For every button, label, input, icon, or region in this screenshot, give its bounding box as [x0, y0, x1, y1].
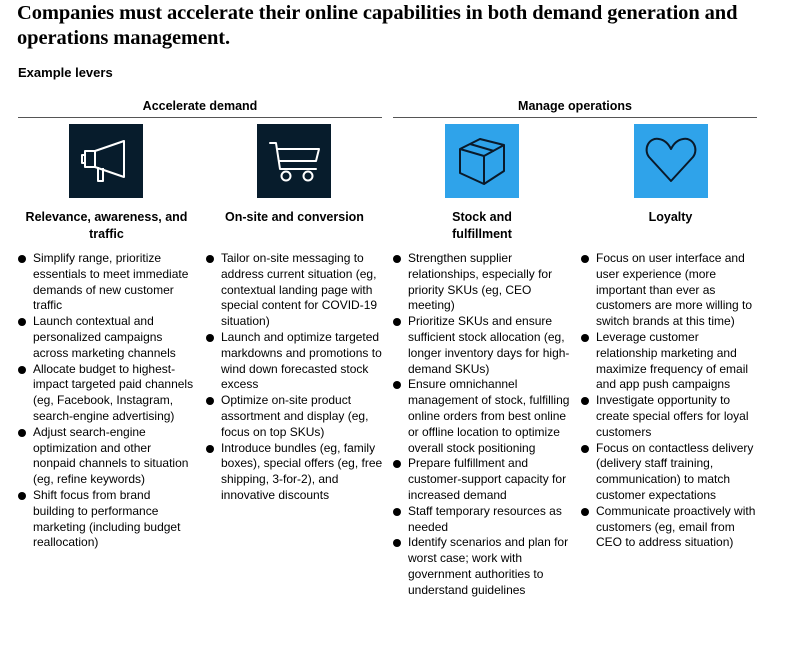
page-title: Companies must accelerate their online capabilities in both demand generation and operations management.: [17, 2, 738, 49]
list-item: Introduce bundles (eg, family boxes), special offers (eg, free shipping, 3-for-2), and innovative discounts: [206, 441, 383, 504]
column-title-stock: Stock and fulfillment: [452, 210, 512, 241]
list-item: Focus on user interface and user experience (more important than ever as customers are more willing to switch brands at this time): [581, 251, 761, 330]
group-header-accelerate-demand: Accelerate demand: [142, 99, 258, 113]
list-item: Adjust search-engine optimization and other nonpaid channels to situation (eg, refine keywords): [18, 425, 195, 488]
list-item: Focus on contactless delivery (delivery staff training, communication) to match customer expectations: [581, 441, 761, 504]
list-item: Shift focus from brand building to performance marketing (including budget reallocation): [18, 488, 195, 551]
column-title-on-site: On-site and conversion: [225, 210, 364, 224]
group-divider: [18, 117, 382, 118]
list-item: Optimize on-site product assortment and display (eg, focus on top SKUs): [206, 393, 383, 440]
list-item: Launch contextual and personalized campaigns across marketing channels: [18, 314, 195, 361]
box-icon: [452, 131, 512, 191]
list-item: Identify scenarios and plan for worst case; work with government authorities to understand guidelines: [393, 535, 573, 598]
megaphone-icon-tile: [69, 124, 143, 198]
group-divider: [393, 117, 757, 118]
heart-icon-tile: [634, 124, 708, 198]
list-item: Allocate budget to highest-impact targeted paid channels (eg, Facebook, Instagram, search-engine advertising): [18, 362, 195, 425]
column-title-loyalty: Loyalty: [648, 210, 693, 224]
bullet-list-stock: [393, 251, 573, 599]
megaphone-icon: [76, 131, 136, 191]
column-title-relevance: Relevance, awareness, and traffic: [25, 210, 188, 241]
list-item: Ensure omnichannel management of stock, fulfilling online orders from best online or offline location to optimize overall stock positioning: [393, 377, 573, 456]
shopping-cart-icon: [264, 131, 324, 191]
list-item: Leverage customer relationship marketing and maximize frequency of email and app push campaigns: [581, 330, 761, 393]
list-item: Strengthen supplier relationships, especially for priority SKUs (eg, CEO meeting): [393, 251, 573, 314]
section-subtitle: Example levers: [18, 65, 113, 80]
list-item: Staff temporary resources as needed: [393, 504, 573, 536]
group-header-manage-operations: Manage operations: [518, 99, 632, 113]
list-item: Prepare fulfillment and customer-support capacity for increased demand: [393, 456, 573, 503]
box-icon-tile: [445, 124, 519, 198]
bullet-list-relevance: [18, 251, 195, 551]
list-item: Tailor on-site messaging to address current situation (eg, contextual landing page with special content for COVID-19 situation): [206, 251, 383, 330]
list-item: Launch and optimize targeted markdowns and promotions to wind down forecasted stock excess: [206, 330, 383, 393]
list-item: Prioritize SKUs and ensure sufficient stock allocation (eg, longer inventory days for high-demand SKUs): [393, 314, 573, 377]
bullet-list-on-site: [206, 251, 383, 504]
shopping-cart-icon-tile: [257, 124, 331, 198]
list-item: Investigate opportunity to create special offers for loyal customers: [581, 393, 761, 440]
bullet-list-loyalty: [581, 251, 761, 551]
list-item: Communicate proactively with customers (eg, email from CEO to address situation): [581, 504, 761, 551]
list-item: Simplify range, prioritize essentials to meet immediate demands of new customer traffic: [18, 251, 195, 314]
heart-icon: [641, 131, 701, 191]
